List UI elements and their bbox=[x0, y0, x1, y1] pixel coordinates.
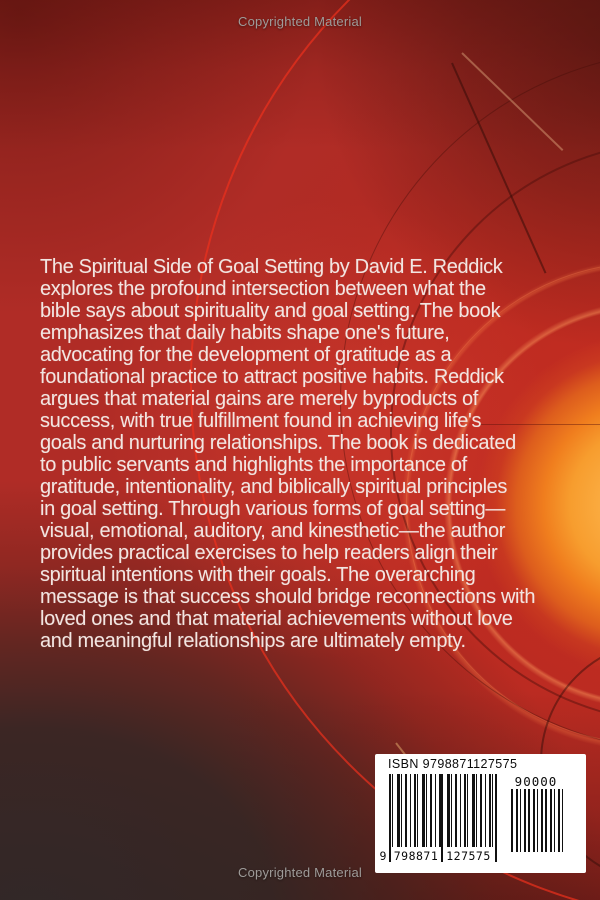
barcode-panel bbox=[375, 754, 586, 873]
description-line: goals and nurturing relationships. The book is dedicated bbox=[40, 432, 516, 454]
supplement-barcode bbox=[511, 789, 563, 852]
description-line: explores the profound intersection between what the bbox=[40, 278, 486, 300]
barcode-digit-group: 9 bbox=[377, 849, 389, 863]
description-line: and meaningful relationships are ultimately empty. bbox=[40, 630, 466, 652]
copyright-banner-top: Copyrighted Material bbox=[238, 14, 362, 29]
barcode-digits bbox=[375, 849, 511, 863]
isbn-label: ISBN 9798871127575 bbox=[388, 757, 518, 771]
description-line: emphasizes that daily habits shape one's future, bbox=[40, 322, 450, 344]
description-line: argues that material gains are merely byproducts of bbox=[40, 388, 478, 410]
copyright-banner-bottom: Copyrighted Material bbox=[238, 865, 362, 880]
description-line: message is that success should bridge reconnections with bbox=[40, 586, 536, 608]
barcode-digit-group: 127575 bbox=[444, 849, 493, 863]
description-line: gratitude, intentionality, and biblically spiritual principles bbox=[40, 476, 508, 498]
description-line: visual, emotional, auditory, and kinesthetic—the author bbox=[40, 520, 506, 542]
description-line: success, with true fulfillment found in achieving life's bbox=[40, 410, 482, 432]
ean13-barcode bbox=[389, 774, 497, 847]
description-line: The Spiritual Side of Goal Setting by David E. Reddick bbox=[40, 256, 503, 278]
description-line: in goal setting. Through various forms of goal setting— bbox=[40, 498, 506, 520]
description-line: advocating for the development of gratitude as a bbox=[40, 344, 452, 366]
price-supplement-code: 90000 bbox=[514, 774, 558, 789]
description-line: foundational practice to attract positive habits. Reddick bbox=[40, 366, 504, 388]
description-line: provides practical exercises to help readers align their bbox=[40, 542, 498, 564]
description-line: bible says about spirituality and goal setting. The book bbox=[40, 300, 501, 322]
description-line: to public servants and highlights the importance of bbox=[40, 454, 467, 476]
description-line: spiritual intentions with their goals. The overarching bbox=[40, 564, 476, 586]
barcode-digit-group: 798871 bbox=[393, 849, 439, 863]
book-description bbox=[40, 256, 585, 652]
description-line: loved ones and that material achievements without love bbox=[40, 608, 513, 630]
